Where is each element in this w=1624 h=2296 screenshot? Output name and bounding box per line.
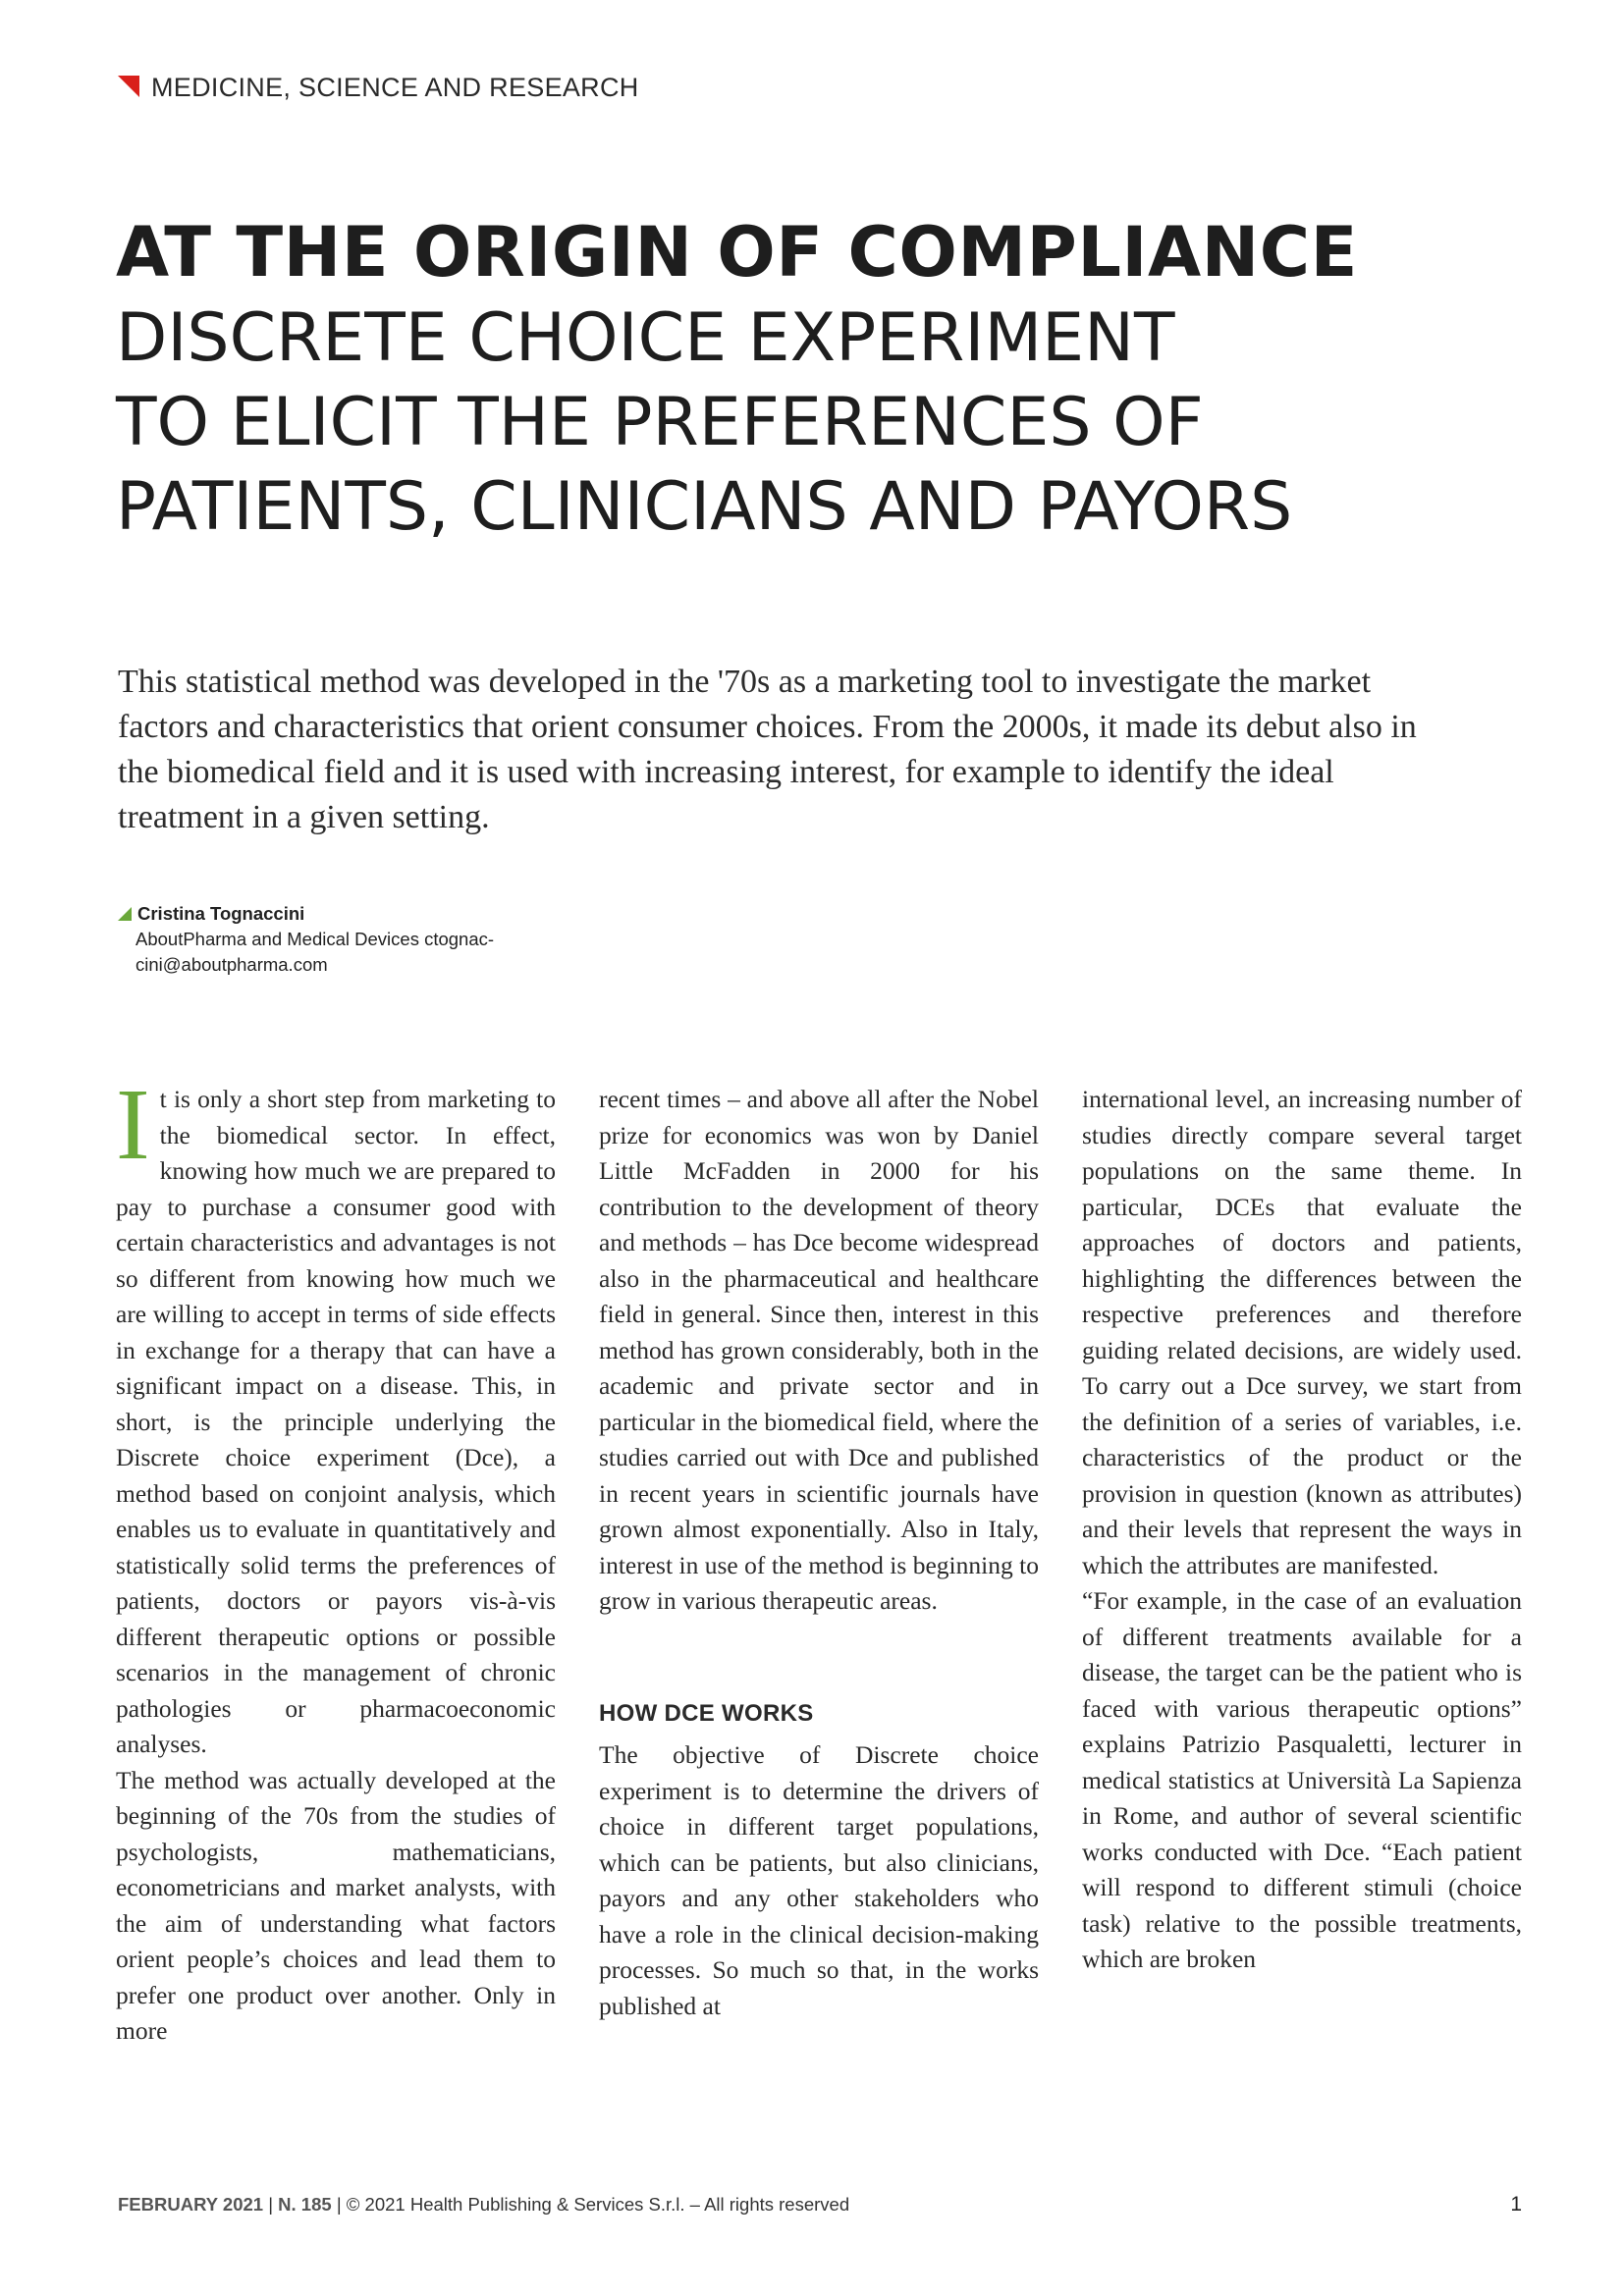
title-sub-line-1: DISCRETE CHOICE EXPERIMENT [116, 299, 1175, 377]
title-sub-line-3: PATIENTS, CLINICIANS AND PAYORS [116, 468, 1293, 546]
footer-info: FEBRUARY 2021 | N. 185 | © 2021 Health Publishing & Services S.r.l. – All rights reserved [118, 2194, 850, 2215]
page-number: 1 [1510, 2193, 1522, 2216]
subheading: HOW DCE WORKS [599, 1699, 814, 1727]
paragraph: recent times – and above all after the Nobel prize for economics was won by Daniel Little McFadden in 2000 for his contribution to the development of theory and methods – has Dce become widespread also in the pharmaceutical and healthcare field in general. Since then, interest in this method has grown considerably, both in the academic and private sector and in particular in the biomedical field, where the studies carried out with Dce and published in recent years in scientific journals have grown almost exponentially. Also in Italy, interest in use of the method is beginning to grow in various therapeutic areas. [599, 1085, 1039, 1615]
author-block [118, 901, 530, 978]
paragraph: “For example, in the case of an evaluation of different treatments available for a disease, the target can be the patient who is faced with various therapeutic options” explains Patrizio Pasqualetti, lecturer in medical statistics at Università La Sapienza in Rome, and author of several scientific works conducted with Dce. “Each patient will respond to different stimuli (choice task) relative to the possible treatments, which are broken [1082, 1586, 1522, 1973]
paragraph: The objective of Discrete choice experiment is to determine the drivers of choice in different target populations, which can be patients, but also clinicians, payors and any other stakeholders who have a role in the clinical decision-making processes. So much so that, in the works published at [599, 1740, 1039, 2020]
paragraph-text: t is only a short step from marketing to the biomedical sector. In effect, knowing how much we are prepared to pay to purchase a consumer good with certain characteristics and advantages is not so different from knowing how much we are willing to accept in terms of side effects in exchange for a therapy that can have a significant impact on a disease. This, in short, is the principle underlying the Discrete choice experiment (Dce), a method based on conjoint analysis, which enables us to evaluate in quantitatively and statistically solid terms the preferences of patients, doctors or payors vis-à-vis different therapeutic options or possible scenarios in the management of chronic pathologies or pharmacoeconomic analyses. [116, 1085, 556, 1758]
article-column-2 [599, 1082, 1039, 2024]
drop-cap: I [116, 1068, 150, 1181]
article-column-1 [116, 1068, 556, 2050]
footer-issue-number: N. 185 [278, 2194, 332, 2215]
page-footer [118, 2193, 1522, 2216]
section-label [118, 73, 639, 103]
title-sub-line-2: TO ELICIT THE PREFERENCES OF [116, 384, 1204, 461]
footer-copyright: © 2021 Health Publishing & Services S.r.l. – All rights reserved [346, 2194, 850, 2215]
green-triangle-icon [118, 907, 132, 921]
paragraph: The method was actually developed at the beginning of the 70s from the studies of psychologists, mathematicians, econometricians and market analysts, with the aim of understanding what factors orient people’s choices and lead them to prefer one product over another. Only in more [116, 1765, 556, 2045]
author-affiliation: AboutPharma and Medical Devices ctognac- [135, 929, 495, 949]
author-email: cini@aboutpharma.com [135, 954, 328, 975]
red-triangle-icon [118, 76, 139, 97]
paragraph: international level, an increasing number of studies directly compare several target populations on the same theme. In particular, DCEs that evaluate the approaches of doctors and patients, highlighting the differences between the respective preferences and therefore guiding related decisions, are widely used. To carry out a Dce survey, we start from the definition of a series of variables, i.e. characteristics of the product or the provision in question (known as attributes) and their levels that represent the ways in which the attributes are manifested. [1082, 1085, 1522, 1579]
paragraph [116, 1068, 556, 1763]
article-column-3 [1082, 1082, 1522, 1978]
author-name: Cristina Tognaccini [137, 903, 305, 924]
footer-issue-date: FEBRUARY 2021 [118, 2194, 264, 2215]
section-label-text: MEDICINE, SCIENCE AND RESEARCH [151, 73, 639, 102]
author-name-row [118, 901, 530, 927]
lead-paragraph: This statistical method was developed in the '70s as a marketing tool to investigate the market factors and characteristics that orient consumer choices. From the 2000s, it made its debut also in the biomedical field and it is used with increasing interest, for example to identify the ideal treatment in a given setting. [118, 664, 1417, 835]
article-title [116, 208, 1510, 550]
title-main: AT THE ORIGIN OF COMPLIANCE [116, 212, 1358, 293]
